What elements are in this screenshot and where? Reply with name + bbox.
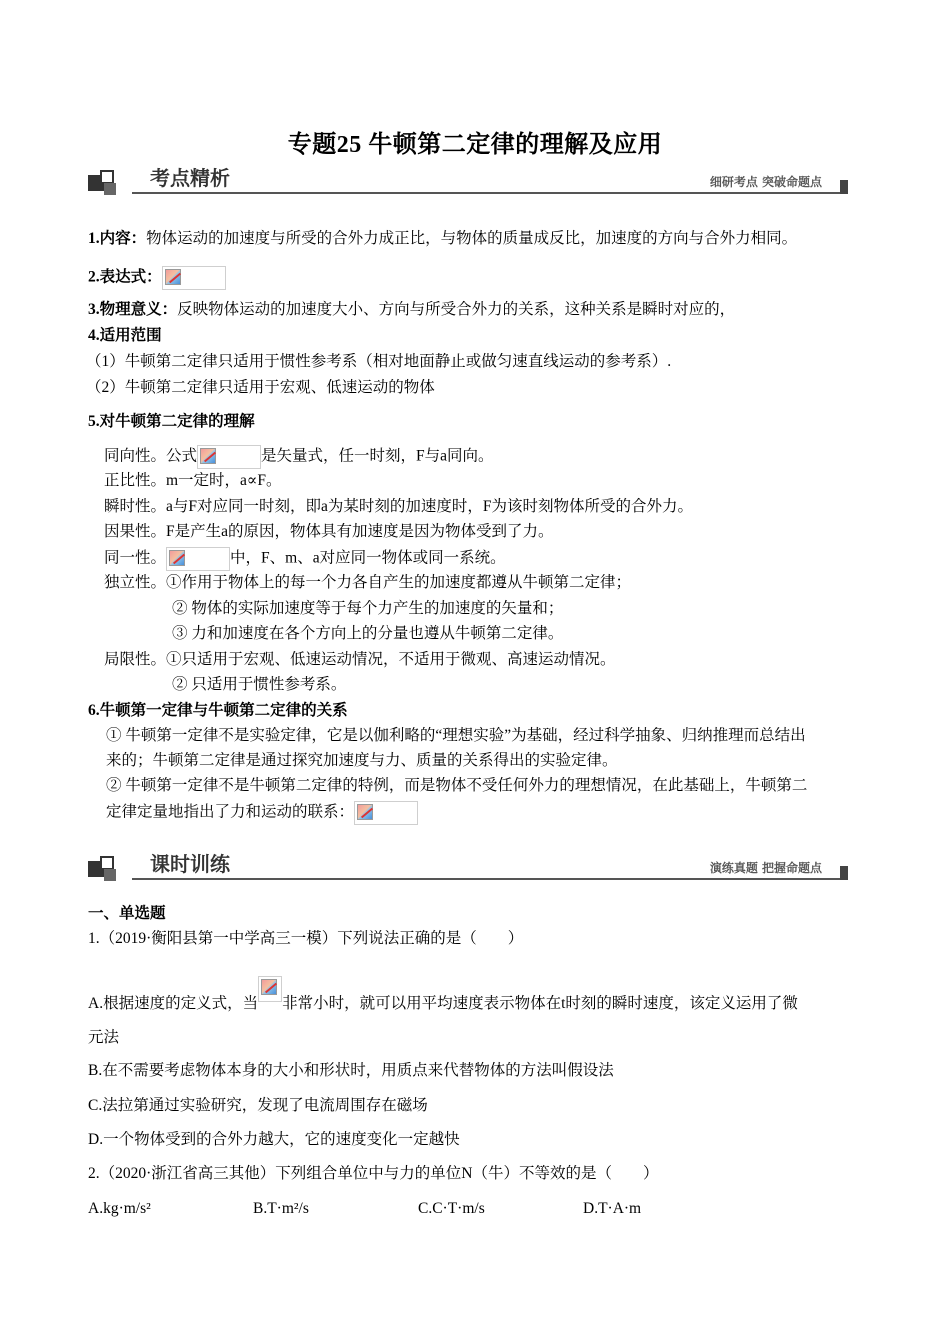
formula-image [197,445,261,469]
section-rule [132,878,846,880]
item-scope-heading: 4.适用范围 [88,327,162,344]
question-1-option-d: D.一个物体受到的合外力越大，它的速度变化一定越快 [88,1131,460,1148]
question-2-option-c: C.C·T·m/s [418,1200,485,1217]
property-independence-1: 独立性。①作用于物体上的每一个力各自产生的加速度都遵从牛顿第二定律； [104,574,632,591]
question-1-option-a: A.根据速度的定义式，当 非常小时，就可以用平均速度表示物体在t时刻的瞬时速度，该定义运用了微 [88,976,798,1014]
relation-1-line2: 来的；牛顿第二定律是通过探究加速度与力、质量的关系得出的实验定律。 [106,752,618,769]
property-limitation-2: ② 只适用于惯性参考系。 [172,676,347,693]
question-1-option-c: C.法拉第通过实验研究，发现了电流周围存在磁场 [88,1097,428,1114]
property-direction: 同向性。公式 是矢量式，任一时刻，F与a同向。 [104,445,494,469]
item-relation-heading: 6.牛顿第一定律与牛顿第二定律的关系 [88,702,348,719]
question-1-option-b: B.在不需要考虑物体本身的大小和形状时，用质点来代替物体的方法叫假设法 [88,1062,614,1079]
property-proportional: 正比性。m一定时，a∝F。 [104,472,282,489]
question-2-option-d: D.T·A·m [583,1200,642,1217]
formula-image [258,976,282,1002]
property-limitation-1: 局限性。①只适用于宏观、低速运动情况，不适用于微观、高速运动情况。 [104,651,616,668]
formula-image [354,801,418,825]
formula-image [162,266,226,290]
question-2-option-a: A.kg·m/s² [88,1200,151,1217]
formula-image [166,547,230,571]
relation-2-line2: 定律定量地指出了力和运动的联系： [106,801,418,825]
property-independence-3: ③ 力和加速度在各个方向上的分量也遵从牛顿第二定律。 [172,625,564,642]
section-header-analysis [88,166,850,196]
section-title: 课时训练 [150,852,230,876]
question-1-option-a-cont: 元法 [88,1029,120,1046]
section-header-training [88,852,850,882]
item-understanding-heading: 5.对牛顿第二定律的理解 [88,413,255,430]
relation-2-line1: ② 牛顿第一定律不是牛顿第二定律的特例，而是物体不受任何外力的理想情况，在此基础上，牛顿第二 [106,777,808,794]
section-rule [132,192,846,194]
question-2: 2.（2020·浙江省高三其他）下列组合单位中与力的单位N（牛）不等效的是（ ） [88,1165,659,1182]
item-scope-1: （1）牛顿第二定律只适用于惯性参考系（相对地面静止或做匀速直线运动的参考系）. [86,353,672,370]
property-independence-2: ② 物体的实际加速度等于每个力产生的加速度的矢量和； [172,600,564,617]
question-1: 1.（2019·衡阳县第一中学高三一模）下列说法正确的是（ ） [88,930,524,947]
property-instantaneous: 瞬时性。a与F对应同一时刻，即a为某时刻的加速度时，F为该时刻物体所受的合外力。 [104,498,694,515]
exercise-heading: 一、单选题 [88,905,166,922]
property-causal: 因果性。F是产生a的原因，物体具有加速度是因为物体受到了力。 [104,523,554,540]
section-title: 考点精析 [150,166,230,190]
question-2-option-b: B.T·m²/s [253,1200,309,1217]
item-expression: 2.表达式： [88,266,226,290]
item-scope-2: （2）牛顿第二定律只适用于宏观、低速运动的物体 [86,379,435,396]
section-tag: 细研考点 突破命题点 [709,175,822,189]
property-identity: 同一性。 中，F、m、a对应同一物体或同一系统。 [104,547,506,571]
relation-1-line1: ① 牛顿第一定律不是实验定律，它是以伽利略的“理想实验”为基础，经过科学抽象、归纳推理而总结出 [106,727,806,744]
page-title: 专题25 牛顿第二定律的理解及应用 [287,132,663,158]
section-tag: 演练真题 把握命题点 [709,861,822,875]
item-meaning: 3.物理意义：反映物体运动的加速度大小、方向与所受合外力的关系，这种关系是瞬时对应的， [88,301,736,318]
item-content: 1.内容：物体运动的加速度与所受的合外力成正比，与物体的质量成反比，加速度的方向与合外力相同。 [88,230,798,247]
